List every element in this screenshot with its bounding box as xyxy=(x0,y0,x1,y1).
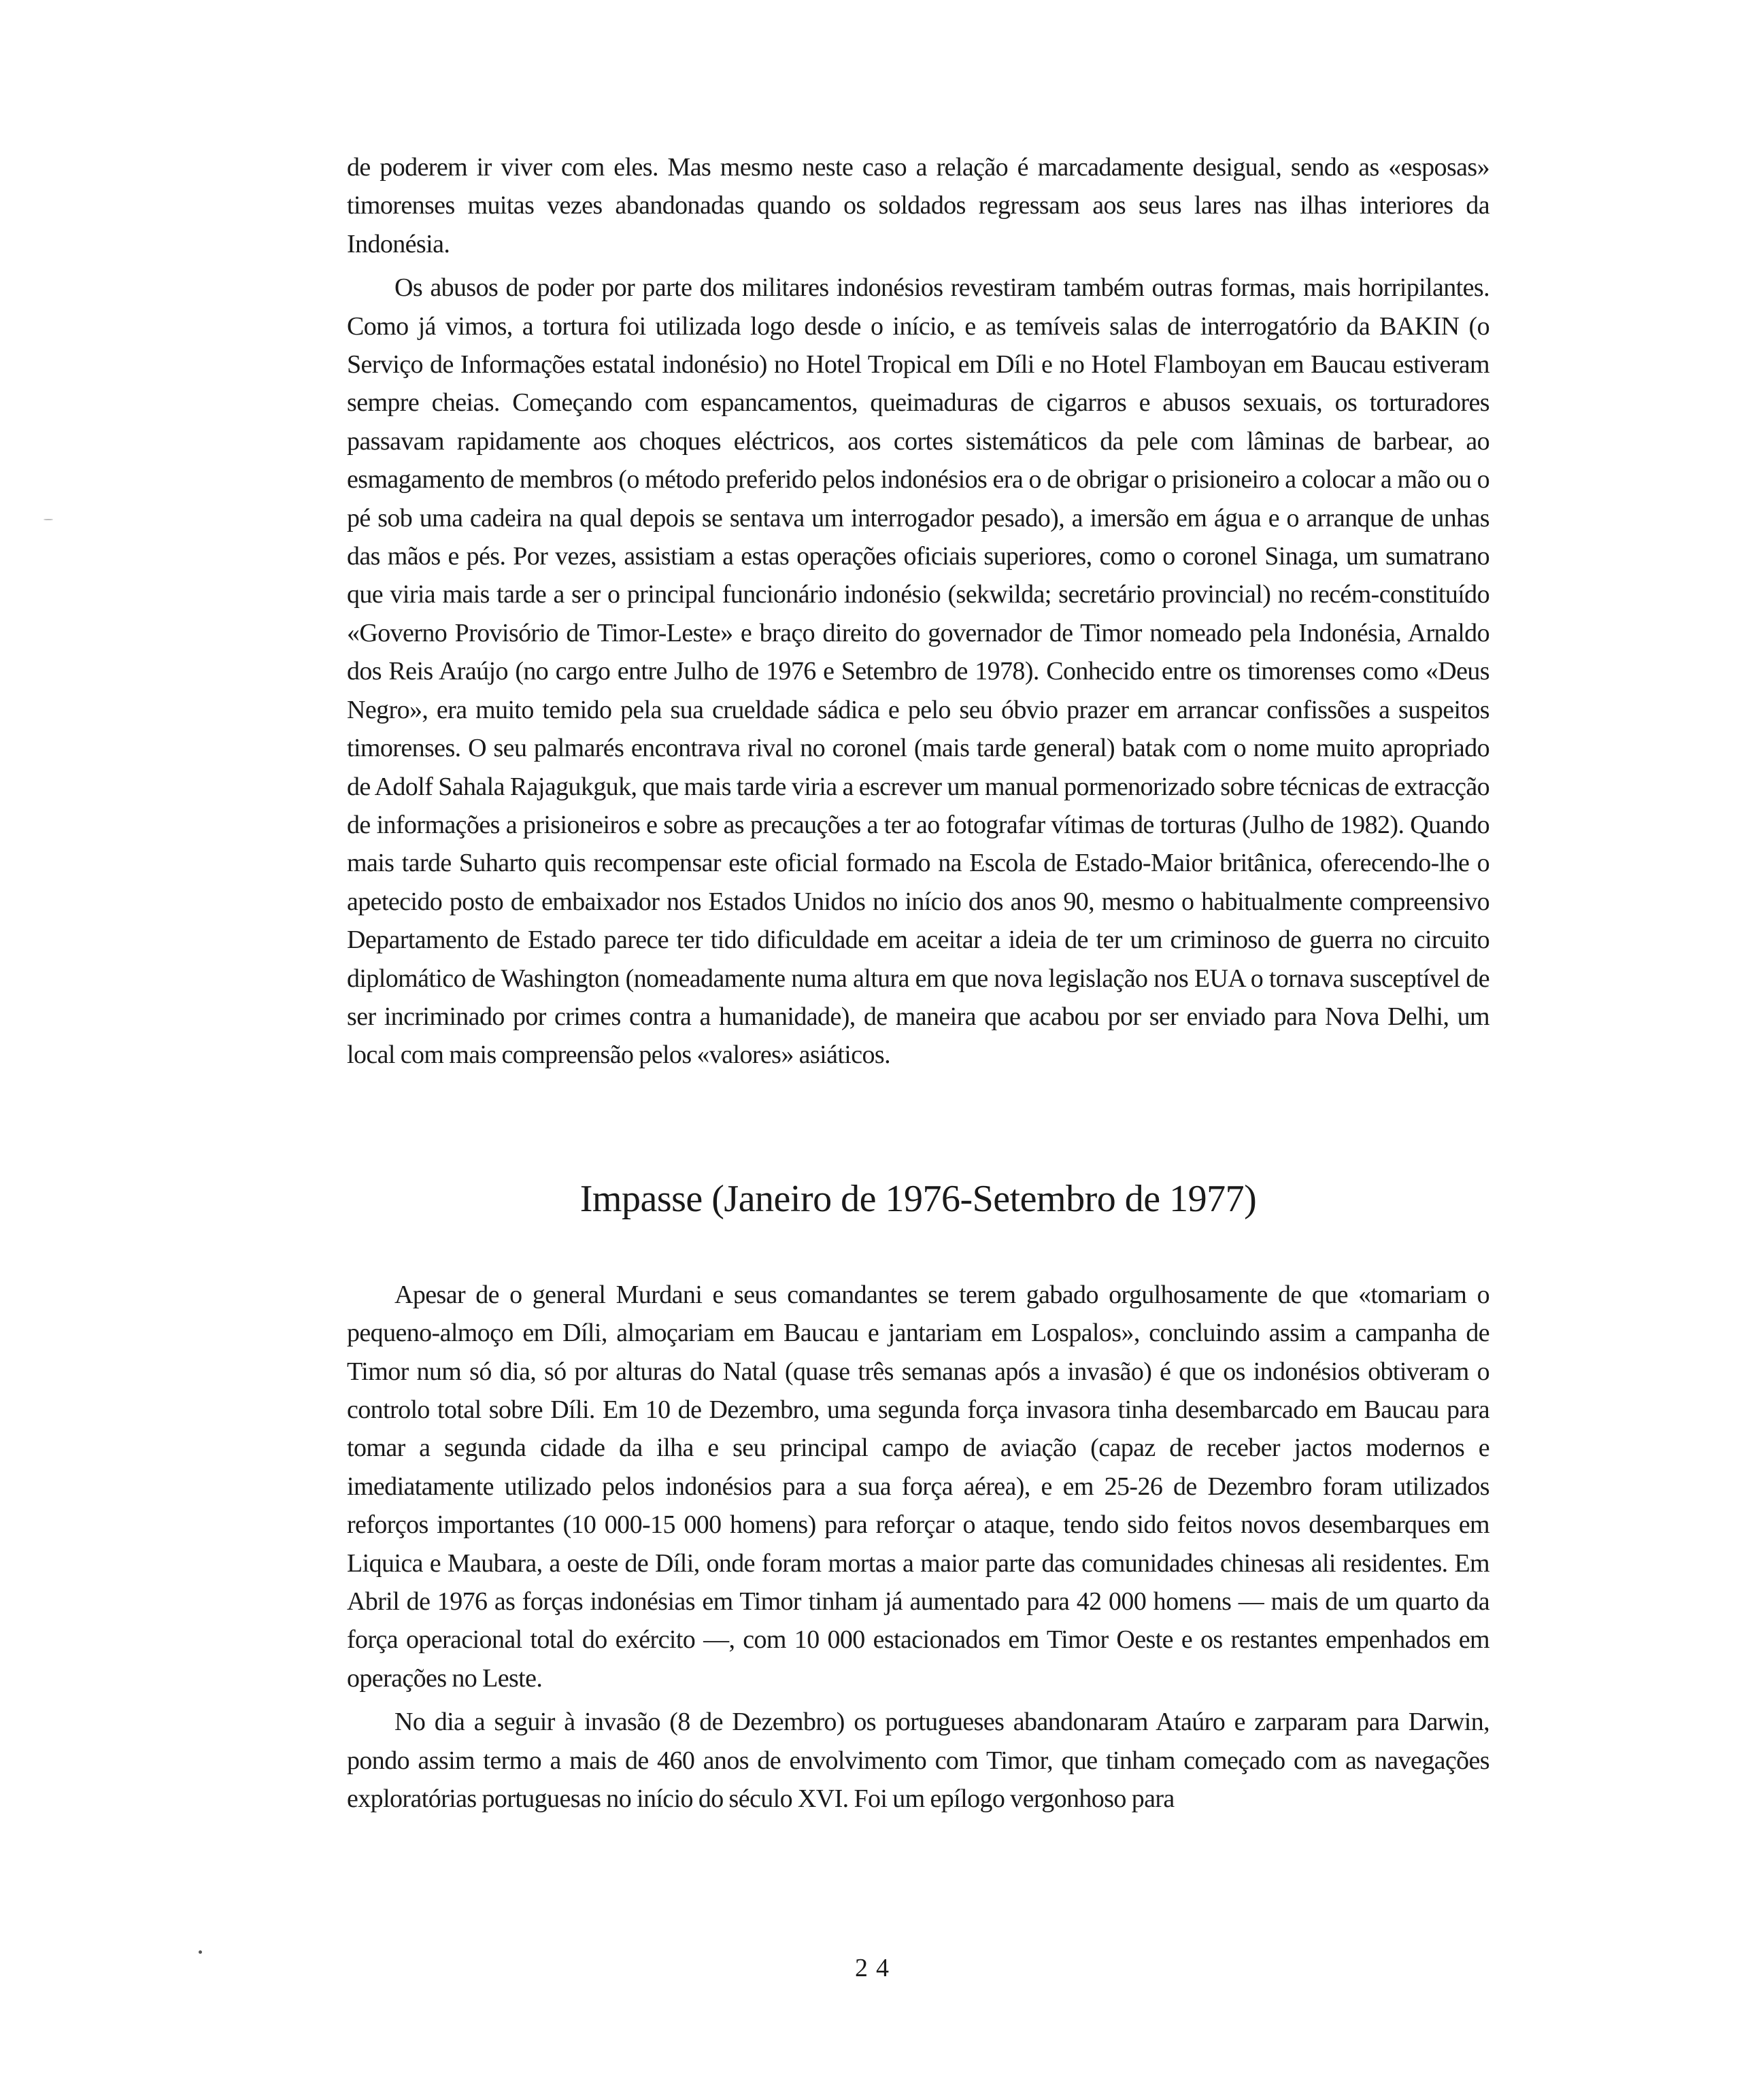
scan-speck xyxy=(199,1950,202,1954)
paragraph-torture-abuses: Os abusos de poder por parte dos militares indonésios revestiram também outras formas, mais horripilantes. Como já vimos, a tortura foi utilizada logo desde o início, e as temíveis salas de interrogatório da BAKIN (o Serviço de Informações estatal indonésio) no Hotel Tropical em Díli e no Hotel Flamboyan em Baucau estiveram sempre cheias. Começando com espancamentos, queimaduras de cigarros e abusos sexuais, os torturadores passavam rapidamente aos choques eléctricos, aos cortes sistemáticos da pele com lâminas de barbear, ao esmagamento de membros (o método preferido pelos indonésios era o de obrigar o prisioneiro a colocar a mão ou o pé sob uma cadeira na qual depois se sentava um interrogador pesado), a imersão em água e o arranque de unhas das mãos e pés. Por vezes, assistiam a estas operações oficiais superiores, como o coronel Sinaga, um sumatrano que viria mais tarde a ser o principal funcionário indonésio (sekwilda; secretário provincial) no recém-constituído «Governo Provisório de Timor-Leste» e braço direito do governador de Timor nomeado pela Indonésia, Arnaldo dos Reis Araújo (no cargo entre Julho de 1976 e Setembro de 1978). Conhecido entre os timorenses como «Deus Negro», era muito temido pela sua crueldade sádica e pelo seu óbvio prazer em arrancar confissões a suspeitos timorenses. O seu palmarés encontrava rival no coronel (mais tarde general) batak com o nome muito apropriado de Adolf Sahala Rajagukguk, que mais tarde viria a escrever um manual pormenorizado sobre técnicas de extracção de informações a prisioneiros e sobre as precauções a ter ao fotografar vítimas de torturas (Julho de 1982). Quando mais tarde Suharto quis recompensar este oficial formado na Escola de Estado-Maior britânica, oferecendo-lhe o apetecido posto de embaixador nos Estados Unidos no início dos anos 90, mesmo o habitualmente compreensivo Departamento de Estado parece ter tido dificuldade em aceitar a ideia de ter um criminoso de guerra no circuito diplomático de Washington (nomeadamente numa altura em que nova legislação nos EUA o tornava susceptível de ser incriminado por crimes contra a humanidade), de maneira que acabou por ser enviado para Nova Delhi, um local com mais compreensão pelos «valores» asiáticos. xyxy=(347,273,1489,1070)
paragraph-continued: de poderem ir viver com eles. Mas mesmo neste caso a relação é marcadamente desigual, sendo as «esposas» timorenses muitas vezes abandonadas quando os soldados regressam aos seus lares nas ilhas interiores da Indonésia. xyxy=(347,153,1489,258)
paragraph-portuguese-departure: No dia a seguir à invasão (8 de Dezembro) os portugueses abandonaram Ataúro e zarparam para Darwin, pondo assim termo a mais de 460 anos de envolvimento com Timor, que tinham começado com as navegações exploratórias portuguesas no início do século XVI. Foi um epílogo vergonhoso para xyxy=(347,1708,1489,1814)
text-column xyxy=(347,148,1489,1818)
section-heading: Impasse (Janeiro de 1976-Setembro de 1977) xyxy=(579,1177,1257,1220)
scan-mark xyxy=(44,519,53,520)
paragraph-murdani-campaign: Apesar de o general Murdani e seus comandantes se terem gabado orgulhosamente de que «tomariam o pequeno-almoço em Díli, almoçariam em Baucau e jantariam em Lospalos», concluindo assim a campanha de Timor num só dia, só por alturas do Natal (quase três semanas após a invasão) é que os indonésios obtiveram o controlo total sobre Díli. Em 10 de Dezembro, uma segunda força invasora tinha desembarcado em Baucau para tomar a segunda cidade da ilha e seu principal campo de aviação (capaz de receber jactos modernos e imediatamente utilizado pelos indonésios para a sua força aérea), e em 25-26 de Dezembro foram utilizados reforços importantes (10 000-15 000 homens) para reforçar o ataque, tendo sido feitos novos desembarques em Liquica e Maubara, a oeste de Díli, onde foram mortas a maior parte das comunidades chinesas ali residentes. Em Abril de 1976 as forças indonésias em Timor tinham já aumentado para 42 000 homens — mais de um quarto da força operacional total do exército —, com 10 000 estacionados em Timor Oeste e os restantes empenhados em operações no Leste. xyxy=(347,1280,1489,1693)
page-number: 24 xyxy=(855,1954,897,1982)
